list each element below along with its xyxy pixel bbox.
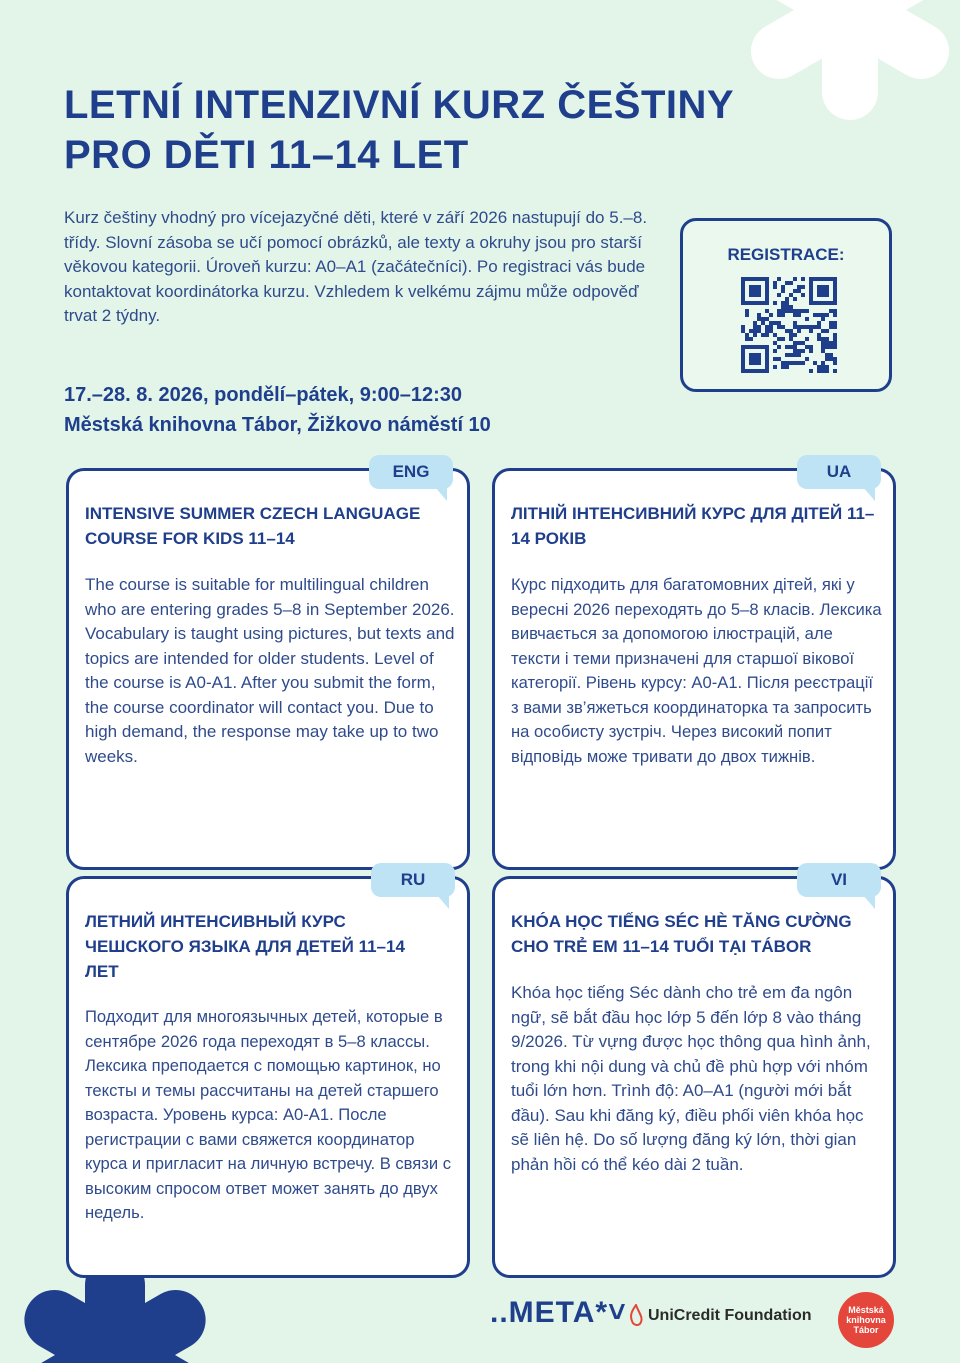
card-ukrainian-title: ЛІТНІЙ ІНТЕНСИВНИЙ КУРС ДЛЯ ДІТЕЙ 11–14 РОКІВ (511, 504, 875, 548)
registration-label: REGISTRACE: (727, 245, 845, 264)
event-place: Městská knihovna Tábor, Žižkovo náměstí 10 (64, 414, 491, 436)
event-date: 17.–28. 8. 2026, pondělí–pátek, 9:00–12:30 (64, 384, 463, 406)
card-russian-title: ЛЕТНИЙ ИНТЕНСИВНЫЙ КУРС ЧЕШСКОГО ЯЗЫКА ДЛЯ ДЕТЕЙ 11–14 ЛЕТ (85, 912, 405, 981)
page-title (64, 80, 734, 180)
card-vietnamese (492, 870, 896, 1278)
language-tag-eng: ENG (369, 455, 453, 489)
title-line-1: LETNÍ INTENZIVNÍ KURZ ČEŠTINY (64, 83, 735, 127)
language-tag-ua: UA (797, 455, 881, 489)
language-tag-vi: VI (797, 863, 881, 897)
unicredit-flame-icon (628, 1304, 644, 1328)
registration-box (680, 218, 892, 392)
card-russian-body: Подходит для многоязычных детей, которые в сентябре 2026 года переходят в 5–8 классы. Лексика преподается с помощью картинок, но тексты и темы рассчитаны на детей старшего возраста. Уровень курса: A0-A1. После регистрации с вами свяжется координатор курса и пригласит на личную встречу. В связи с высоким спросом ответ может занять до двух недель. (85, 1007, 452, 1222)
card-english-body: The course is suitable for multilingual children who are entering grades 5–8 in September 2026. Vocabulary is taught using pictures, but texts and topics are intended for older students. Level of the course is A0-A1. After you submit the form, the course coordinator will contact you. Due to high demand, the response may take up to two weeks. (85, 575, 455, 766)
meta-logo: ..META*˅ (490, 1296, 627, 1329)
library-logo-line-3: Tábor (853, 1325, 879, 1335)
card-russian (66, 870, 470, 1278)
library-logo-line-1: Městská (848, 1305, 884, 1315)
unicredit-logo (628, 1304, 812, 1328)
title-line-2: PRO DĚTI 11–14 LET (64, 133, 469, 177)
qr-code-icon[interactable] (741, 277, 837, 373)
unicredit-logo-text: UniCredit Foundation (648, 1307, 812, 1324)
card-english (66, 462, 470, 870)
asterisk-decoration-top-icon (700, 0, 960, 120)
language-tag-ru: RU (371, 863, 455, 897)
card-vietnamese-title: KHÓA HỌC TIẾNG SÉC HÈ TĂNG CƯỜNG CHO TRẺ EM 11–14 TUỔI TẠI TÁBOR (511, 912, 852, 956)
card-ukrainian (492, 462, 896, 870)
card-ukrainian-body: Курс підходить для багатомовних дітей, які у вересні 2026 переходять до 5–8 класів. Лексика вивчається за допомогою ілюстрацій, але тексти і теми призначені для старшої вікової категорії. Рівень курсу: A0-A1. Після реєстрації з вами зв’яжеться координаторка та запросить на особисту зустріч. Через високий попит відповідь може тривати до двох тижнів. (511, 575, 882, 766)
card-english-title: INTENSIVE SUMMER CZECH LANGUAGE COURSE FOR KIDS 11–14 (85, 504, 421, 548)
card-vietnamese-body: Khóa học tiếng Séc dành cho trẻ em đa ngôn ngữ, sẽ bắt đầu học lớp 5 đến lớp 8 vào tháng 9/2026. Từ vựng được học thông qua hình ảnh, trong khi nội dung và chủ đề phù hợp với nhóm tuổi lớn hơn. Trình độ: A0–A1 (người mới bắt đầu). Sau khi đăng ký, điều phối viên khóa học sẽ liên hệ. Do số lượng đăng ký lớn, thời gian phản hồi có thể kéo dài 2 tuần. (511, 983, 871, 1174)
library-logo (838, 1292, 894, 1348)
library-logo-line-2: knihovna (846, 1315, 886, 1325)
intro-text: Kurz češtiny vhodný pro vícejazyčné děti, které v září 2026 nastupují do 5.–8. třídy. Slovní zásoba se učí pomocí obrázků, ale texty a okruhy jsou pro starší věkovou kategorii. Úroveň kurzu: A0–A1 (začátečníci). Po registraci vás bude kontaktovat koordinátorka kurzu. Vzhledem k velkému zájmu může odpověď trvat 2 týdny. (64, 208, 648, 326)
